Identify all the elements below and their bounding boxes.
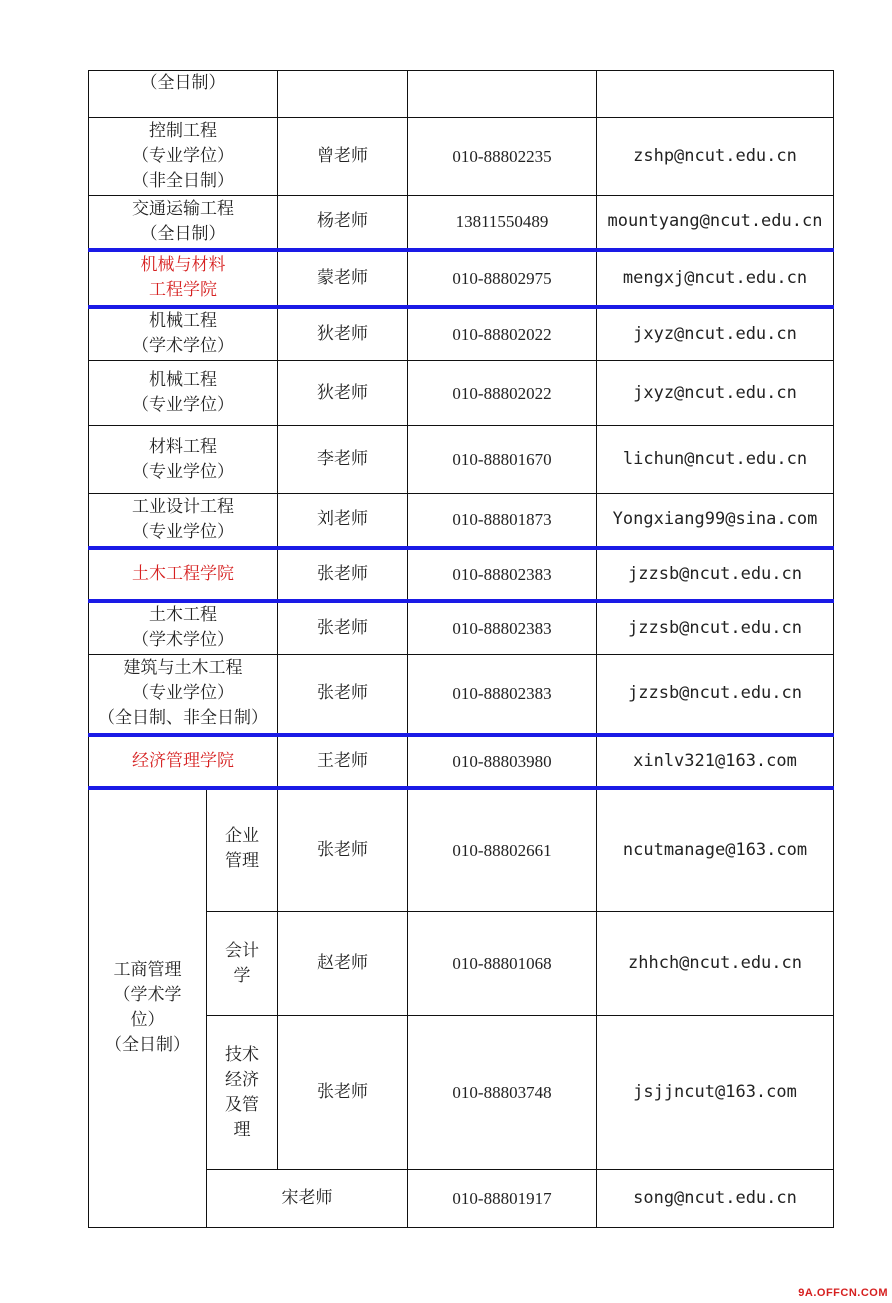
- email-cell: lichun@ncut.edu.cn: [597, 426, 834, 494]
- email-cell: jsjjncut@163.com: [597, 1016, 834, 1170]
- table-row: [89, 601, 834, 655]
- teacher-cell: 张老师: [278, 1016, 408, 1170]
- program-line: （专业学位）: [132, 395, 234, 415]
- table-row: [89, 71, 834, 118]
- phone-cell: 010-88802383: [408, 601, 597, 655]
- email-cell: zhhch@ncut.edu.cn: [597, 912, 834, 1016]
- sub-program-line: 企业: [225, 825, 259, 846]
- teacher-cell: 宋老师: [207, 1170, 408, 1228]
- table-row: [89, 494, 834, 548]
- sub-program-cell: [207, 788, 278, 912]
- phone-cell: 010-88802975: [408, 250, 597, 307]
- program-cell: [89, 426, 278, 494]
- email-cell: ncutmanage@163.com: [597, 788, 834, 912]
- email-cell: Yongxiang99@sina.com: [597, 494, 834, 548]
- program-line: 机械工程: [149, 311, 217, 332]
- email-cell: jzzsb@ncut.edu.cn: [597, 601, 834, 655]
- email-cell: zshp@ncut.edu.cn: [597, 118, 834, 196]
- phone-cell: 010-88801068: [408, 912, 597, 1016]
- email-cell: [597, 71, 834, 118]
- program-line: （学术学: [113, 985, 182, 1006]
- teacher-cell: 张老师: [278, 788, 408, 912]
- program-cell: [89, 118, 278, 196]
- college-cell: [89, 548, 278, 601]
- table-row: [89, 118, 834, 196]
- phone-cell: 010-88802022: [408, 307, 597, 361]
- program-line: 建筑与土木工程: [123, 658, 243, 679]
- teacher-cell: 杨老师: [278, 196, 408, 250]
- teacher-cell: 张老师: [278, 655, 408, 735]
- phone-cell: 010-88801917: [408, 1170, 597, 1228]
- college-name-line: 工程学院: [149, 280, 217, 300]
- program-line: （学术学位）: [132, 630, 234, 651]
- email-cell: jzzsb@ncut.edu.cn: [597, 655, 834, 735]
- program-line: 交通运输工程: [132, 198, 234, 219]
- teacher-cell: 李老师: [278, 426, 408, 494]
- email-cell: xinlv321@163.com: [597, 735, 834, 788]
- teacher-cell: 张老师: [278, 601, 408, 655]
- program-cell: [89, 196, 278, 250]
- table-row: [89, 196, 834, 250]
- program-line: （专业学位）: [132, 146, 234, 166]
- college-cell: [89, 250, 278, 307]
- sub-program-cell: [207, 912, 278, 1016]
- teacher-cell: 曾老师: [278, 118, 408, 196]
- program-line: 控制工程: [149, 121, 217, 141]
- phone-cell: 010-88802383: [408, 548, 597, 601]
- sub-program-cell: [207, 1016, 278, 1170]
- sub-program-line: 及管: [225, 1094, 259, 1115]
- email-cell: mountyang@ncut.edu.cn: [597, 196, 834, 250]
- teacher-cell: 赵老师: [278, 912, 408, 1016]
- college-row: [89, 735, 834, 788]
- table-row: [89, 426, 834, 494]
- college-row: [89, 250, 834, 307]
- college-name-line: 经济管理学院: [132, 750, 234, 771]
- program-line: （专业学位）: [132, 683, 234, 704]
- sub-program-line: 会计: [225, 940, 259, 961]
- program-line: 材料工程: [149, 436, 217, 457]
- phone-cell: 010-88802235: [408, 118, 597, 196]
- phone-cell: 010-88803748: [408, 1016, 597, 1170]
- teacher-cell: 狄老师: [278, 361, 408, 426]
- program-line: （学术学位）: [132, 336, 234, 357]
- program-cell: [89, 71, 278, 118]
- contact-table: [88, 70, 834, 1228]
- table-row: [89, 788, 834, 912]
- college-row: [89, 548, 834, 601]
- program-line: 机械工程: [149, 370, 217, 390]
- program-cell: [89, 655, 278, 735]
- program-line: 工商管理: [113, 960, 182, 981]
- phone-cell: 13811550489: [408, 196, 597, 250]
- program-line: （专业学位）: [132, 461, 234, 482]
- teacher-cell: 王老师: [278, 735, 408, 788]
- phone-cell: [408, 71, 597, 118]
- sub-program-line: 学: [233, 965, 251, 986]
- program-cell: [89, 601, 278, 655]
- program-line: （全日制）: [140, 73, 226, 93]
- college-name-line: 土木工程学院: [132, 563, 234, 584]
- teacher-cell: 张老师: [278, 548, 408, 601]
- email-cell: jxyz@ncut.edu.cn: [597, 307, 834, 361]
- sub-program-line: 技术: [225, 1044, 259, 1065]
- phone-cell: 010-88803980: [408, 735, 597, 788]
- email-cell: jxyz@ncut.edu.cn: [597, 361, 834, 426]
- college-cell: [89, 735, 278, 788]
- sub-program-line: 经济: [225, 1069, 259, 1090]
- email-cell: song@ncut.edu.cn: [597, 1170, 834, 1228]
- program-line: 位）: [130, 1010, 165, 1031]
- table-row: [89, 655, 834, 735]
- teacher-cell: 蒙老师: [278, 250, 408, 307]
- table-row: [89, 307, 834, 361]
- email-cell: mengxj@ncut.edu.cn: [597, 250, 834, 307]
- college-name-line: 机械与材料: [140, 255, 226, 275]
- sub-program-line: 理: [233, 1119, 251, 1140]
- table-row: [89, 361, 834, 426]
- teacher-cell: [278, 71, 408, 118]
- program-line: （专业学位）: [132, 521, 234, 542]
- teacher-cell: 狄老师: [278, 307, 408, 361]
- program-line: （全日制）: [105, 1035, 190, 1056]
- program-cell: [89, 361, 278, 426]
- phone-cell: 010-88801670: [408, 426, 597, 494]
- phone-cell: 010-88802022: [408, 361, 597, 426]
- program-cell: [89, 788, 207, 1228]
- program-cell: [89, 494, 278, 548]
- teacher-cell: 刘老师: [278, 494, 408, 548]
- watermark: 9A.OFFCN.COM: [798, 1287, 888, 1299]
- email-cell: jzzsb@ncut.edu.cn: [597, 548, 834, 601]
- phone-cell: 010-88802661: [408, 788, 597, 912]
- program-cell: [89, 307, 278, 361]
- program-line: （非全日制）: [132, 171, 234, 191]
- phone-cell: 010-88801873: [408, 494, 597, 548]
- program-line: 土木工程: [149, 605, 217, 626]
- program-line: （全日制）: [140, 223, 226, 244]
- program-line: 工业设计工程: [132, 496, 234, 517]
- phone-cell: 010-88802383: [408, 655, 597, 735]
- sub-program-line: 管理: [225, 850, 259, 871]
- program-line: （全日制、非全日制）: [98, 708, 268, 729]
